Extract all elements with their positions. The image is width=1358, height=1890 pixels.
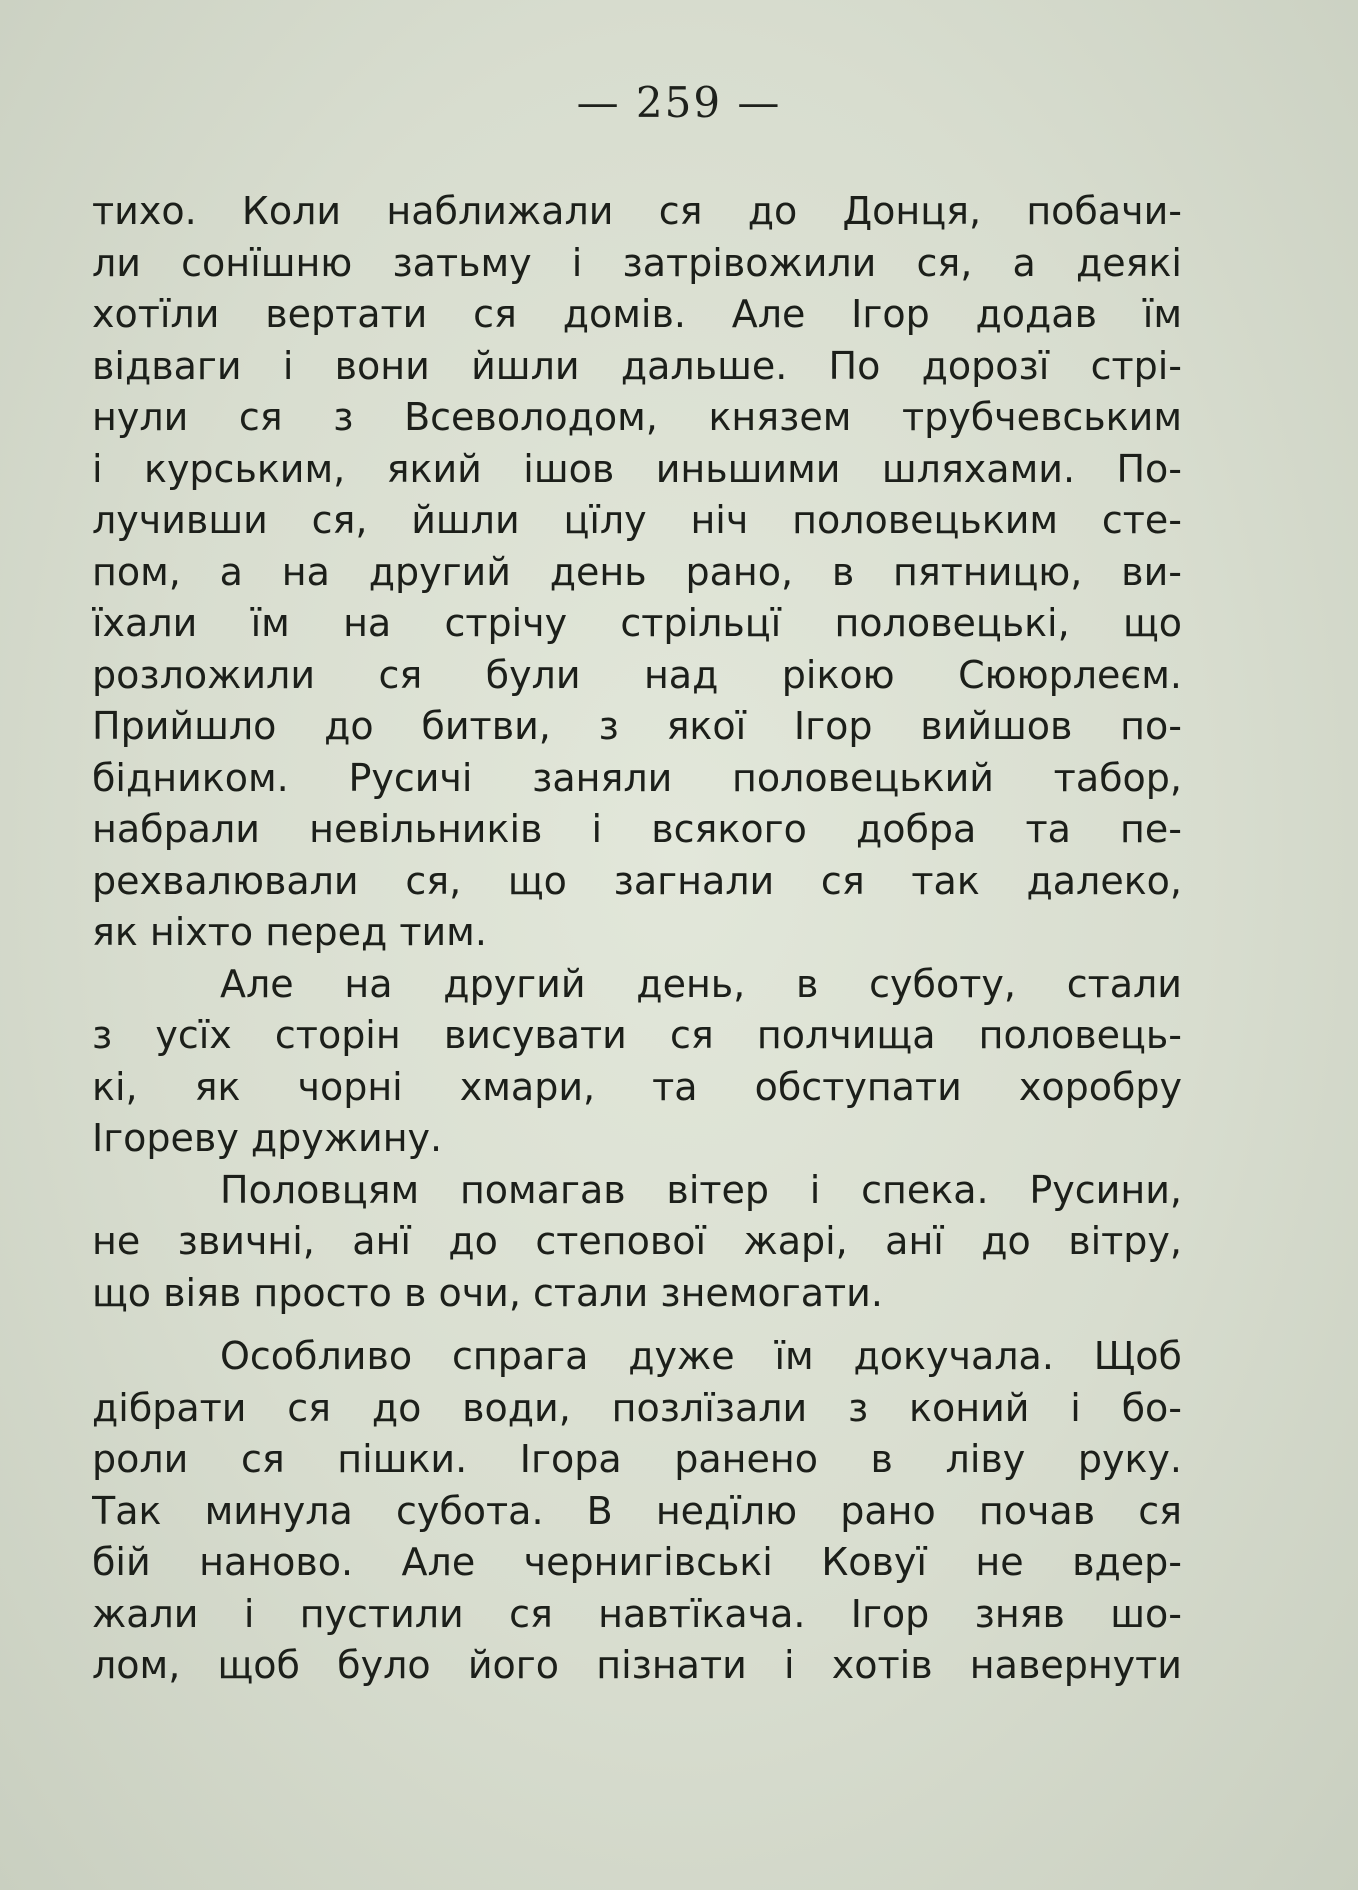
text-line: відваги і вони йшли дальше. По дорозї стрі-: [92, 343, 1182, 388]
text-line: їхали їм на стрічу стрільцї половецькі, що: [92, 601, 1182, 645]
text-line: що віяв просто в очи, стали знемогати.: [92, 1270, 883, 1315]
text-line: роли ся пішки. Ігора ранено в ліву руку.: [92, 1437, 1182, 1481]
paragraph: [92, 186, 1182, 959]
body-text: [92, 186, 1182, 1692]
text-line: Так минула субота. В недїлю рано почав ся: [92, 1488, 1182, 1533]
text-line: Прийшло до битви, з якої Ігор вийшов по-: [92, 704, 1182, 748]
text-line: лучивши ся, йшли цїлу ніч половецьким сте-: [92, 498, 1182, 542]
text-line: кі, як чорні хмари, та обступати хоробру: [92, 1064, 1182, 1109]
text-line: бій наново. Але чернигівські Ковуї не вдер-: [92, 1540, 1182, 1584]
text-line: ли сонїшню затьму і затрівожили ся, а деякі: [92, 240, 1182, 285]
text-line: розложили ся були над рікою Сююрлеєм.: [92, 652, 1182, 697]
text-line: дібрати ся до води, позлїзали з коний і бо-: [92, 1385, 1182, 1430]
text-line: Половцям помагав вітер і спека. Русини,: [220, 1167, 1182, 1212]
text-line: як ніхто перед тим.: [92, 910, 487, 954]
text-line: бідником. Русичі заняли половецький табор,: [92, 755, 1182, 800]
text-line: набрали невільників і всякого добра та пе-: [92, 807, 1182, 851]
text-line: рехвалювали ся, що загнали ся так далеко,: [92, 858, 1182, 903]
text-line: з усїх сторін висувати ся полчища половець-: [92, 1013, 1182, 1057]
text-line: Але на другий день, в суботу, стали: [220, 961, 1182, 1006]
text-line: тихо. Коли наближали ся до Донця, побачи-: [92, 189, 1182, 233]
text-line: Особливо спрага дуже їм докучала. Щоб: [220, 1334, 1182, 1378]
paragraph: [92, 959, 1182, 1165]
paragraph: [92, 1165, 1182, 1320]
text-line: не звичні, анї до степової жарі, анї до вітру,: [92, 1219, 1182, 1263]
text-line: і курським, який ішов иньшими шляхами. По-: [92, 446, 1182, 491]
text-line: лом, щоб було його пізнати і хотів навернути: [92, 1643, 1182, 1687]
paragraph: [92, 1331, 1182, 1692]
page-number: — 259 —: [576, 78, 782, 127]
text-line: хотїли вертати ся домів. Але Ігор додав їм: [92, 292, 1182, 336]
text-line: пом, а на другий день рано, в пятницю, ви-: [92, 549, 1182, 594]
text-line: Ігореву дружину.: [92, 1116, 443, 1160]
text-line: нули ся з Всеволодом, князем трубчевським: [92, 395, 1182, 439]
text-line: жали і пустили ся навтїкача. Ігор зняв шо-: [92, 1591, 1182, 1636]
paragraph-gap: [92, 1319, 1182, 1331]
